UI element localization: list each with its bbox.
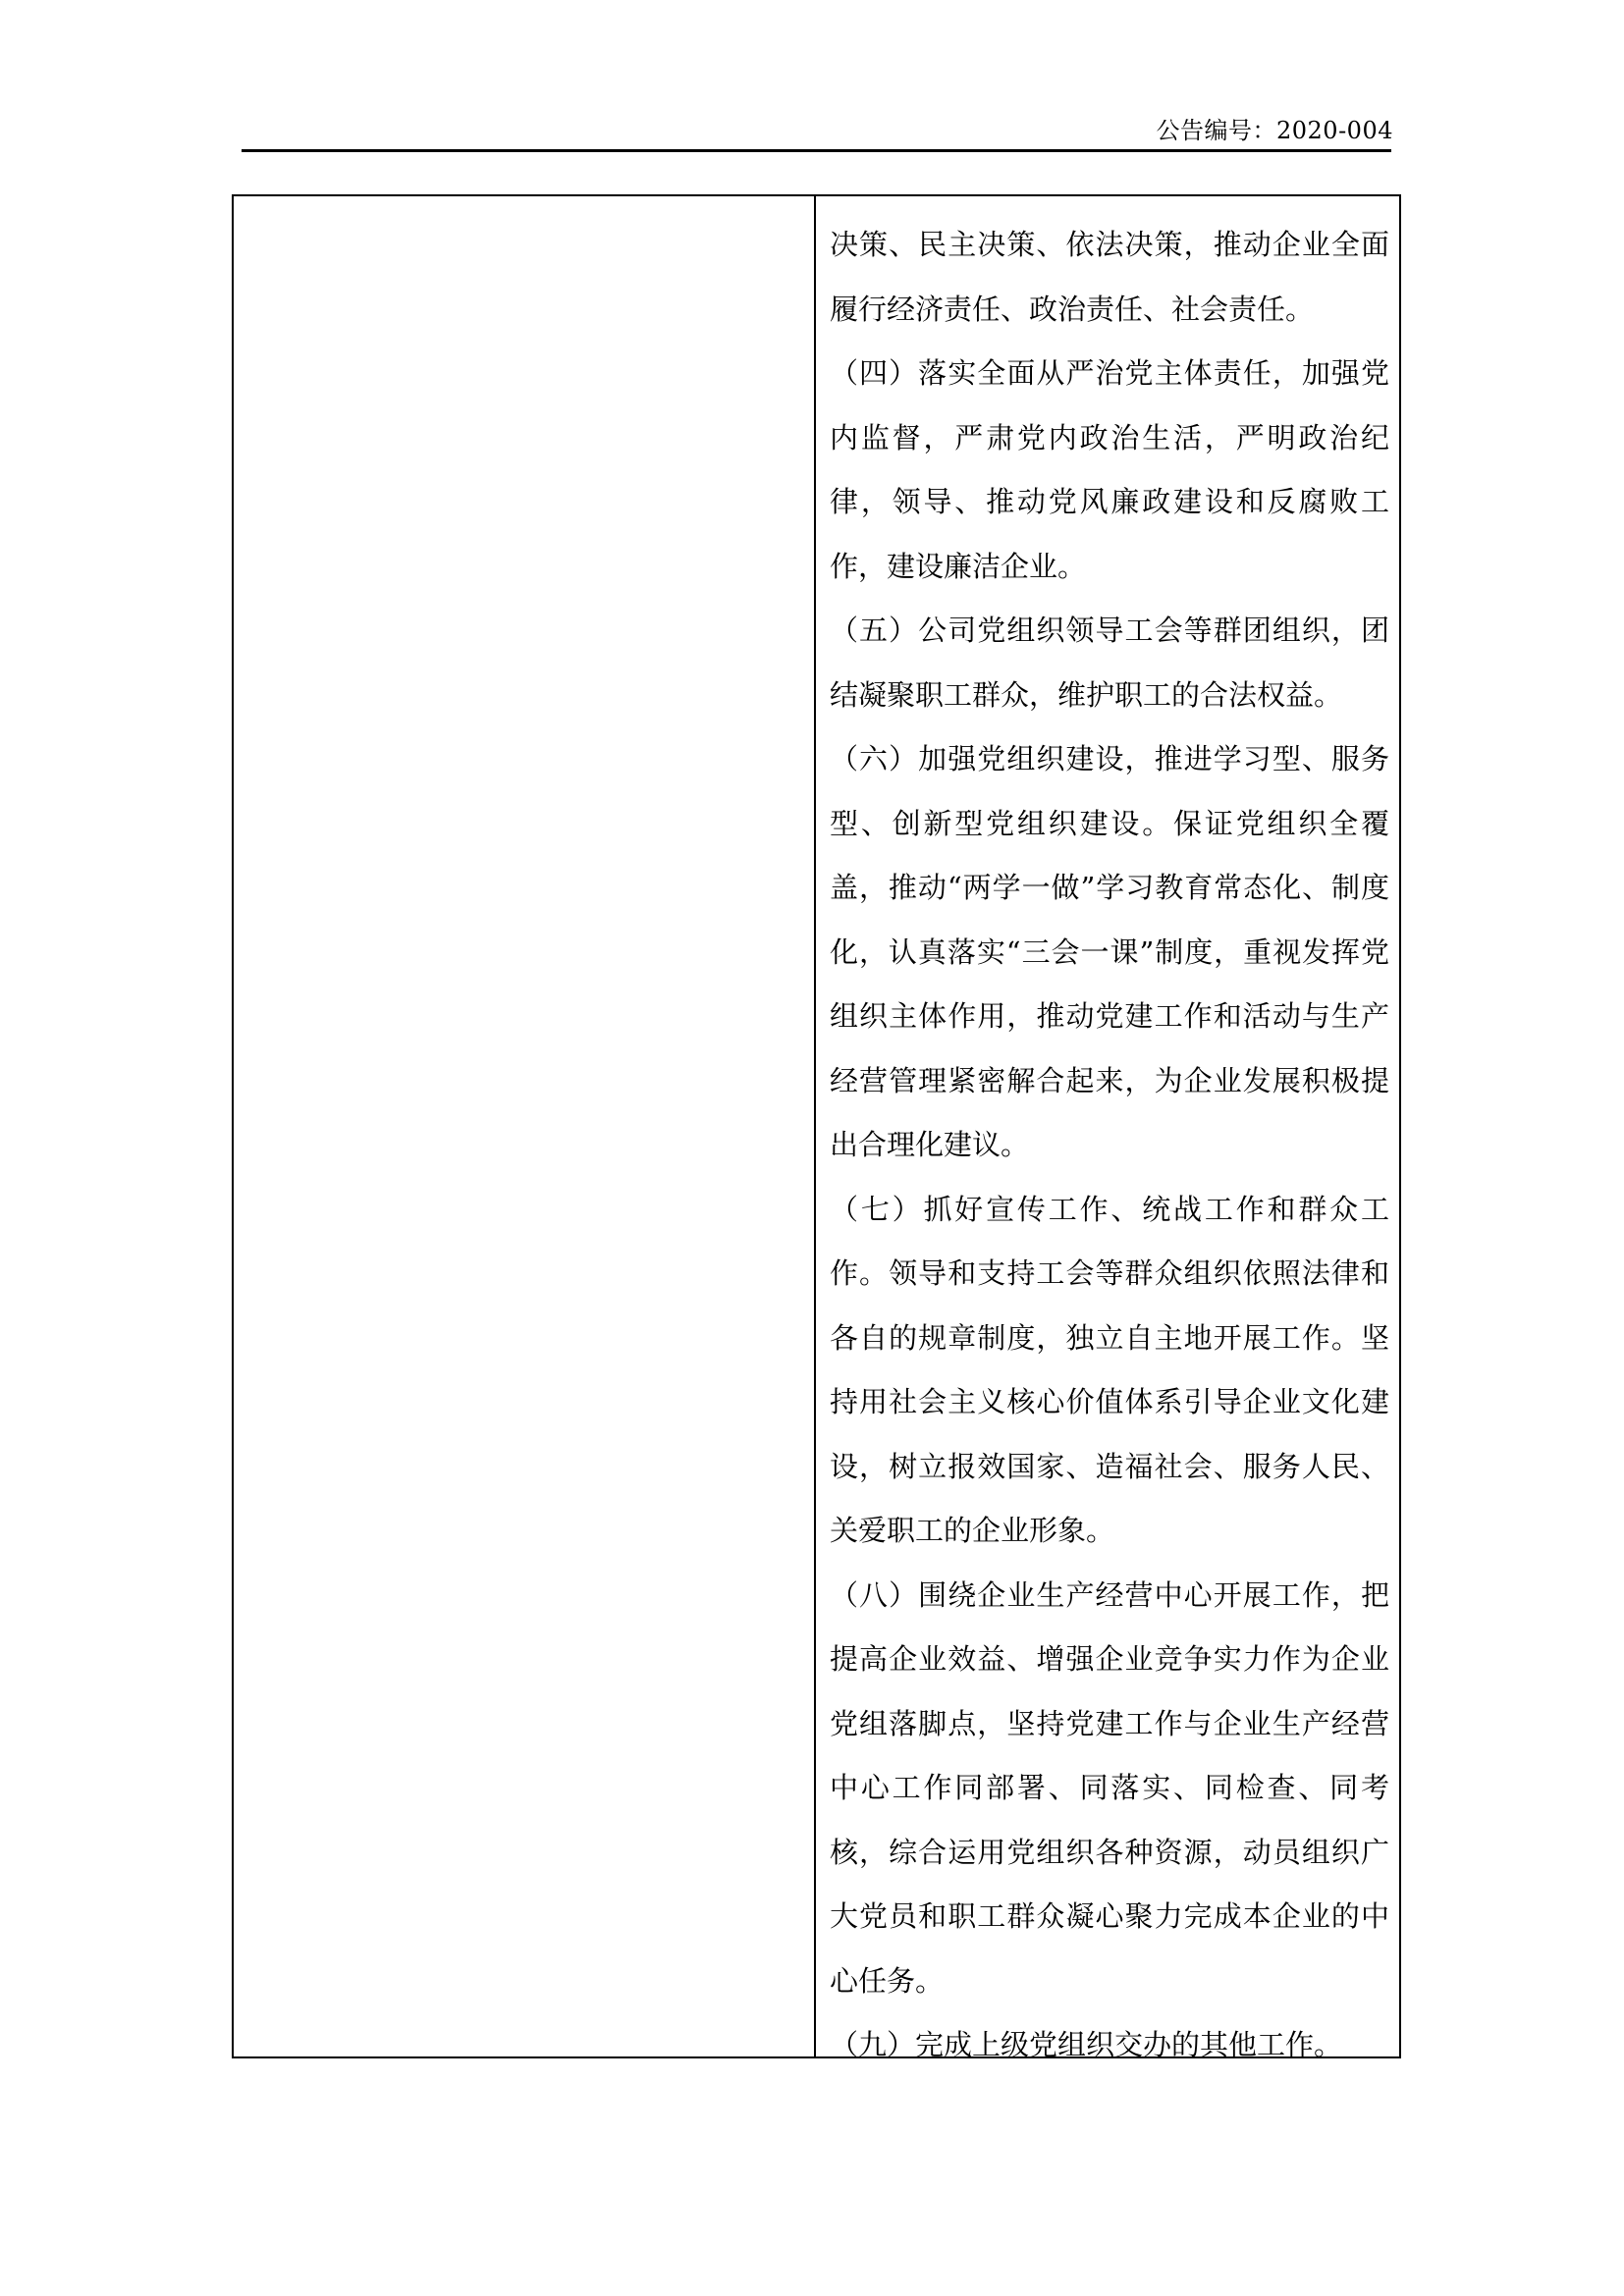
announcement-number: 公告编号：2020-004	[1156, 117, 1393, 144]
paragraph-item-6: （六）加强党组织建设，推进学习型、服务型、创新型党组织建设。保证党组织全覆盖，推动“两学一做”学习教育常态化、制度化，认真落实“三会一课”制度，重视发挥党组织主体作用，推动党建工作和活动与生产经营管理紧密解合起来，为企业发展积极提出合理化建议。	[830, 742, 1389, 1161]
paragraph-continuation: 决策、民主决策、依法决策，推动企业全面履行经济责任、政治责任、社会责任。	[830, 228, 1389, 326]
table-left-cell	[234, 196, 816, 2056]
content-table	[232, 194, 1401, 2061]
header-divider	[242, 149, 1391, 152]
paragraph-item-9: （九）完成上级党组织交办的其他工作。	[830, 2028, 1343, 2061]
paragraph-item-5: （五）公司党组织领导工会等群团组织，团结凝聚职工群众，维护职工的合法权益。	[830, 614, 1389, 712]
paragraph-item-4: （四）落实全面从严治党主体责任，加强党内监督，严肃党内政治生活，严明政治纪律，领导、推动党风廉政建设和反腐败工作，建设廉洁企业。	[830, 356, 1389, 583]
table-right-cell	[816, 196, 1399, 2061]
paragraph-item-7: （七）抓好宣传工作、统战工作和群众工作。领导和支持工会等群众组织依照法律和各自的规章制度，独立自主地开展工作。坚持用社会主义核心价值体系引导企业文化建设，树立报效国家、造福社会、服务人民、关爱职工的企业形象。	[830, 1192, 1389, 1547]
paragraph-item-8: （八）围绕企业生产经营中心开展工作，把提高企业效益、增强企业竞争实力作为企业党组落脚点，坚持党建工作与企业生产经营中心工作同部署、同落实、同检查、同考核，综合运用党组织各种资源，动员组织广大党员和职工群众凝心聚力完成本企业的中心任务。	[830, 1577, 1389, 1998]
